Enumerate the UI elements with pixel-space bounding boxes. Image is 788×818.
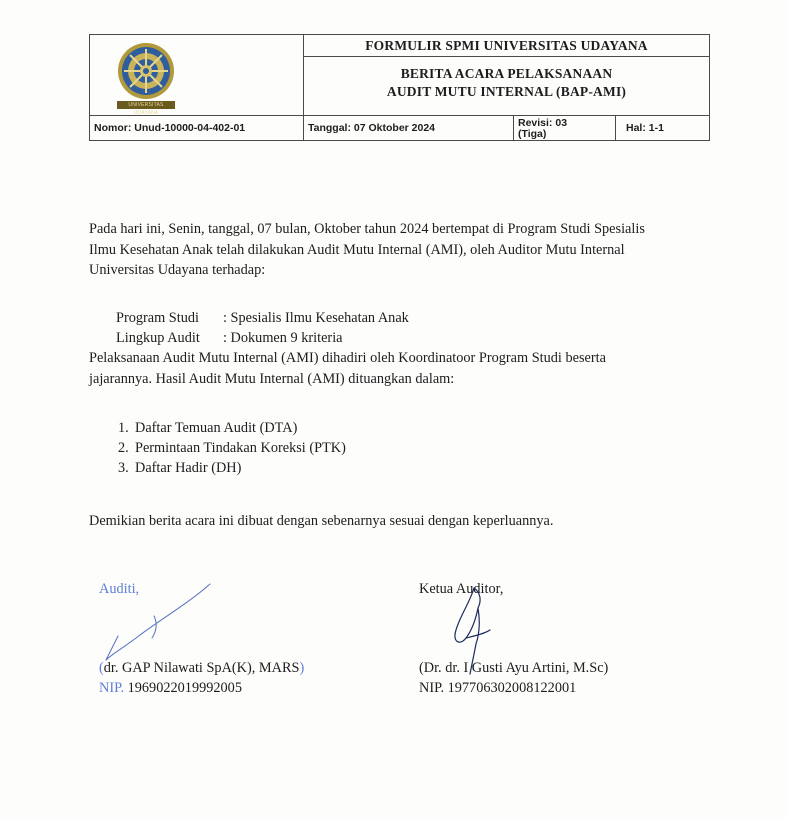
list-number: 2. bbox=[118, 440, 129, 456]
closing-statement: Demikian berita acara ini dibuat dengan sebenarnya sesuai dengan keperluannya. bbox=[89, 513, 554, 529]
list-text: Daftar Temuan Audit (DTA) bbox=[135, 420, 298, 436]
attendance-line: jajarannya. Hasil Audit Mutu Internal (AMI) dituangkan dalam: bbox=[89, 370, 455, 387]
auditee-nip: 1969022019992005 bbox=[124, 680, 242, 696]
auditor-role: Ketua Auditor, bbox=[419, 581, 504, 597]
revision-number: Revisi: 03 bbox=[518, 117, 568, 129]
attendance-line: Pelaksanaan Audit Mutu Internal (AMI) dihadiri oleh Koordinatoor Program Studi beserta bbox=[89, 350, 606, 366]
auditee-signature-icon bbox=[98, 580, 218, 670]
revision-words: (Tiga) bbox=[518, 128, 547, 140]
audit-scope bbox=[116, 309, 409, 348]
output-list bbox=[118, 418, 346, 478]
list-item bbox=[118, 438, 346, 458]
lingkup-value: : Dokumen 9 kriteria bbox=[223, 329, 343, 346]
intro-line: Ilmu Kesehatan Anak telah dilakukan Audit Mutu Internal (AMI), oleh Auditor Mutu Internal bbox=[89, 241, 625, 258]
nip-label: NIP. bbox=[99, 680, 125, 696]
intro-line: Universitas Udayana terhadap: bbox=[89, 262, 266, 278]
program-value: : Spesialis Ilmu Kesehatan Anak bbox=[223, 310, 409, 326]
form-meta-row bbox=[90, 115, 709, 141]
list-text: Daftar Hadir (DH) bbox=[135, 460, 242, 476]
auditor-name: (Dr. dr. I Gusti Ayu Artini, M.Sc) bbox=[419, 660, 609, 676]
document-title-line1: BERITA ACARA PELAKSANAAN bbox=[400, 66, 613, 81]
list-text: Permintaan Tindakan Koreksi (PTK) bbox=[135, 440, 346, 456]
document-number: Nomor: Unud-10000-04-402-01 bbox=[90, 116, 304, 141]
document-title bbox=[304, 57, 709, 115]
name-paren-open: ( bbox=[99, 660, 104, 676]
lingkup-label: Lingkup Audit bbox=[116, 329, 200, 346]
document-title-line2: AUDIT MUTU INTERNAL (BAP-AMI) bbox=[386, 84, 627, 99]
intro-paragraph bbox=[89, 219, 645, 281]
list-number: 1. bbox=[118, 420, 129, 436]
document-revision bbox=[514, 116, 616, 141]
intro-line: Pada hari ini, Senin, tanggal, 07 bulan, Oktober tahun 2024 bertempat di Program Studi Spesialis bbox=[89, 221, 645, 237]
list-number: 3. bbox=[118, 460, 129, 476]
auditee-name: dr. GAP Nilawati SpA(K), MARS bbox=[103, 660, 300, 676]
document-date: Tanggal: 07 Oktober 2024 bbox=[304, 116, 514, 141]
auditee-nip-line bbox=[99, 678, 304, 698]
program-row bbox=[116, 309, 409, 329]
name-paren-close: ) bbox=[299, 660, 305, 676]
auditor-nip: NIP. 197706302008122001 bbox=[419, 680, 577, 696]
auditee-role: Auditi, bbox=[99, 581, 140, 597]
auditor-signature-icon bbox=[446, 570, 506, 685]
logo-cell bbox=[90, 35, 304, 115]
document-page-number: Hal: 1-1 bbox=[626, 122, 664, 134]
logo-band-text: UNIVERSITAS UDAYANA bbox=[117, 101, 175, 109]
university-logo-icon bbox=[116, 41, 176, 101]
list-item bbox=[118, 418, 346, 438]
program-label: Program Studi bbox=[116, 310, 200, 326]
lingkup-row bbox=[116, 329, 409, 349]
form-title: FORMULIR SPMI UNIVERSITAS UDAYANA bbox=[304, 35, 709, 57]
list-item bbox=[118, 458, 346, 478]
form-header-table bbox=[89, 34, 710, 141]
attendance-paragraph bbox=[89, 348, 606, 389]
